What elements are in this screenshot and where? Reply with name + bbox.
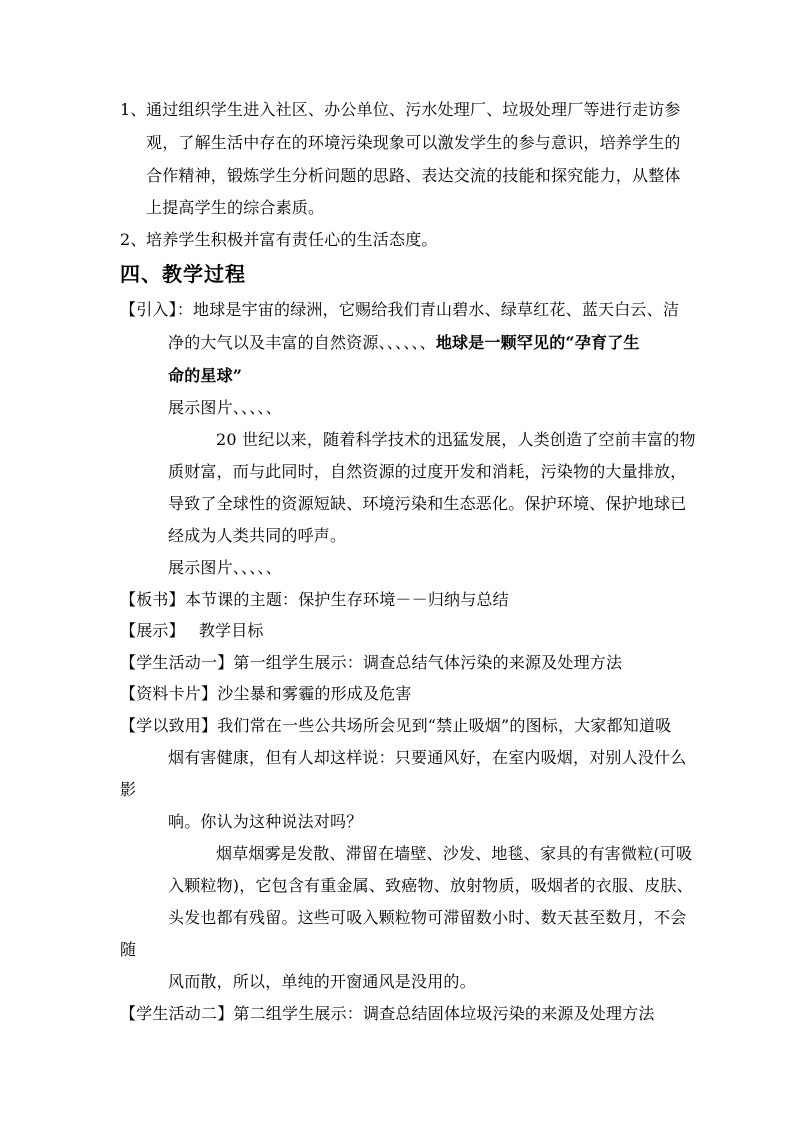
apply-line-1 bbox=[120, 716, 671, 736]
apply-para-line-5: 风而散，所以，单纯的开窗通风是没用的。 bbox=[168, 972, 476, 991]
info-card-line bbox=[120, 684, 412, 704]
info-card-text: 沙尘暴和雾霾的形成及危害 bbox=[217, 684, 412, 703]
apply-para-line-2: 入颗粒物)，它包含有重金属、致癌物、放射物质，吸烟者的衣服、皮肤、 bbox=[168, 876, 693, 895]
activity-1-label: 【学生活动一】 bbox=[120, 653, 234, 672]
apply-para-line-3: 头发也都有残留。这些可吸入颗粒物可滞留数小时、数天甚至数月，不会 bbox=[168, 908, 687, 927]
activity-1-line bbox=[120, 653, 622, 673]
apply-line-3: 影 bbox=[120, 780, 137, 799]
info-card-label: 【资料卡片】 bbox=[120, 684, 218, 703]
intro-text-1: ：地球是宇宙的绿洲，它赐给我们青山碧水、绿草红花、蓝天白云、洁 bbox=[176, 300, 680, 319]
intro-label: 【引入】 bbox=[120, 300, 177, 319]
goal-2-text: 培养学生积极并富有责任心的生活态度。 bbox=[146, 230, 438, 249]
goal-item-2 bbox=[120, 230, 438, 250]
activity-1-text: 第一组学生展示：调查总结气体污染的来源及处理方法 bbox=[233, 653, 623, 672]
goal-1-line-4: 上提高学生的综合素质。 bbox=[146, 198, 325, 217]
apply-line-4: 响。你认为这种说法对吗？ bbox=[168, 812, 363, 831]
activity-2-text: 第二组学生展示：调查总结固体垃圾污染的来源及处理方法 bbox=[233, 1004, 655, 1023]
intro-para-line-4: 经成为人类共同的呼声。 bbox=[168, 526, 347, 545]
board-text: 本节课的主题：保护生存环境－－归纳与总结 bbox=[184, 590, 509, 609]
intro-line-1 bbox=[120, 300, 679, 320]
goal-number-1: 1、 bbox=[120, 100, 147, 119]
section-heading: 四、教学过程 bbox=[120, 262, 246, 286]
activity-2-label: 【学生活动二】 bbox=[120, 1004, 234, 1023]
goal-number-2: 2、 bbox=[120, 230, 147, 249]
board-line bbox=[120, 590, 509, 610]
apply-line-2: 烟有害健康，但有人却这样说：只要通风好，在室内吸烟，对别人没什么 bbox=[168, 748, 687, 767]
show-text: 教学目标 bbox=[198, 621, 264, 640]
show-pictures-2: 展示图片、、、、、 bbox=[168, 558, 282, 577]
show-line bbox=[120, 621, 264, 641]
activity-2-line bbox=[120, 1004, 655, 1024]
intro-bold-3: 命的星球” bbox=[168, 366, 243, 385]
apply-label: 【学以致用】 bbox=[120, 716, 218, 735]
board-label: 【板书】 bbox=[120, 590, 185, 609]
show-label: 【展示】 bbox=[120, 621, 185, 640]
intro-para-line-1: 20 世纪以来，随着科学技术的迅猛发展，人类创造了空前丰富的物 bbox=[216, 430, 696, 449]
show-pictures-1: 展示图片、、、、、 bbox=[168, 398, 282, 417]
intro-line-2 bbox=[168, 333, 640, 353]
goal-item-1 bbox=[120, 100, 681, 120]
goal-1-line-2: 观，了解生活中存在的环境污染现象可以激发学生的参与意识，培养学生的 bbox=[146, 133, 681, 152]
intro-bold-2: 地球是一颗罕见的“孕育了生 bbox=[435, 333, 640, 352]
goal-1-line-3: 合作精神，锻炼学生分析问题的思路、表达交流的技能和探究能力，从整体 bbox=[146, 166, 681, 185]
apply-text-1: 我们常在一些公共场所会见到“禁止吸烟”的图标，大家都知道吸 bbox=[217, 716, 672, 735]
apply-para-line-1: 烟草烟雾是发散、滞留在墙壁、沙发、地毯、家具的有害微粒(可吸 bbox=[216, 844, 693, 863]
apply-para-line-4: 随 bbox=[120, 940, 137, 959]
intro-text-2: 净的大气以及丰富的自然资源、、、、、、 bbox=[168, 333, 436, 352]
intro-para-line-2: 质财富，而与此同时，自然资源的过度开发和消耗，污染物的大量排放， bbox=[168, 462, 687, 481]
intro-para-line-3: 导致了全球性的资源短缺、环境污染和生态恶化。保护环境、保护地球已 bbox=[168, 494, 687, 513]
goal-1-line-1: 通过组织学生进入社区、办公单位、污水处理厂、垃圾处理厂等进行走访参 bbox=[146, 100, 681, 119]
